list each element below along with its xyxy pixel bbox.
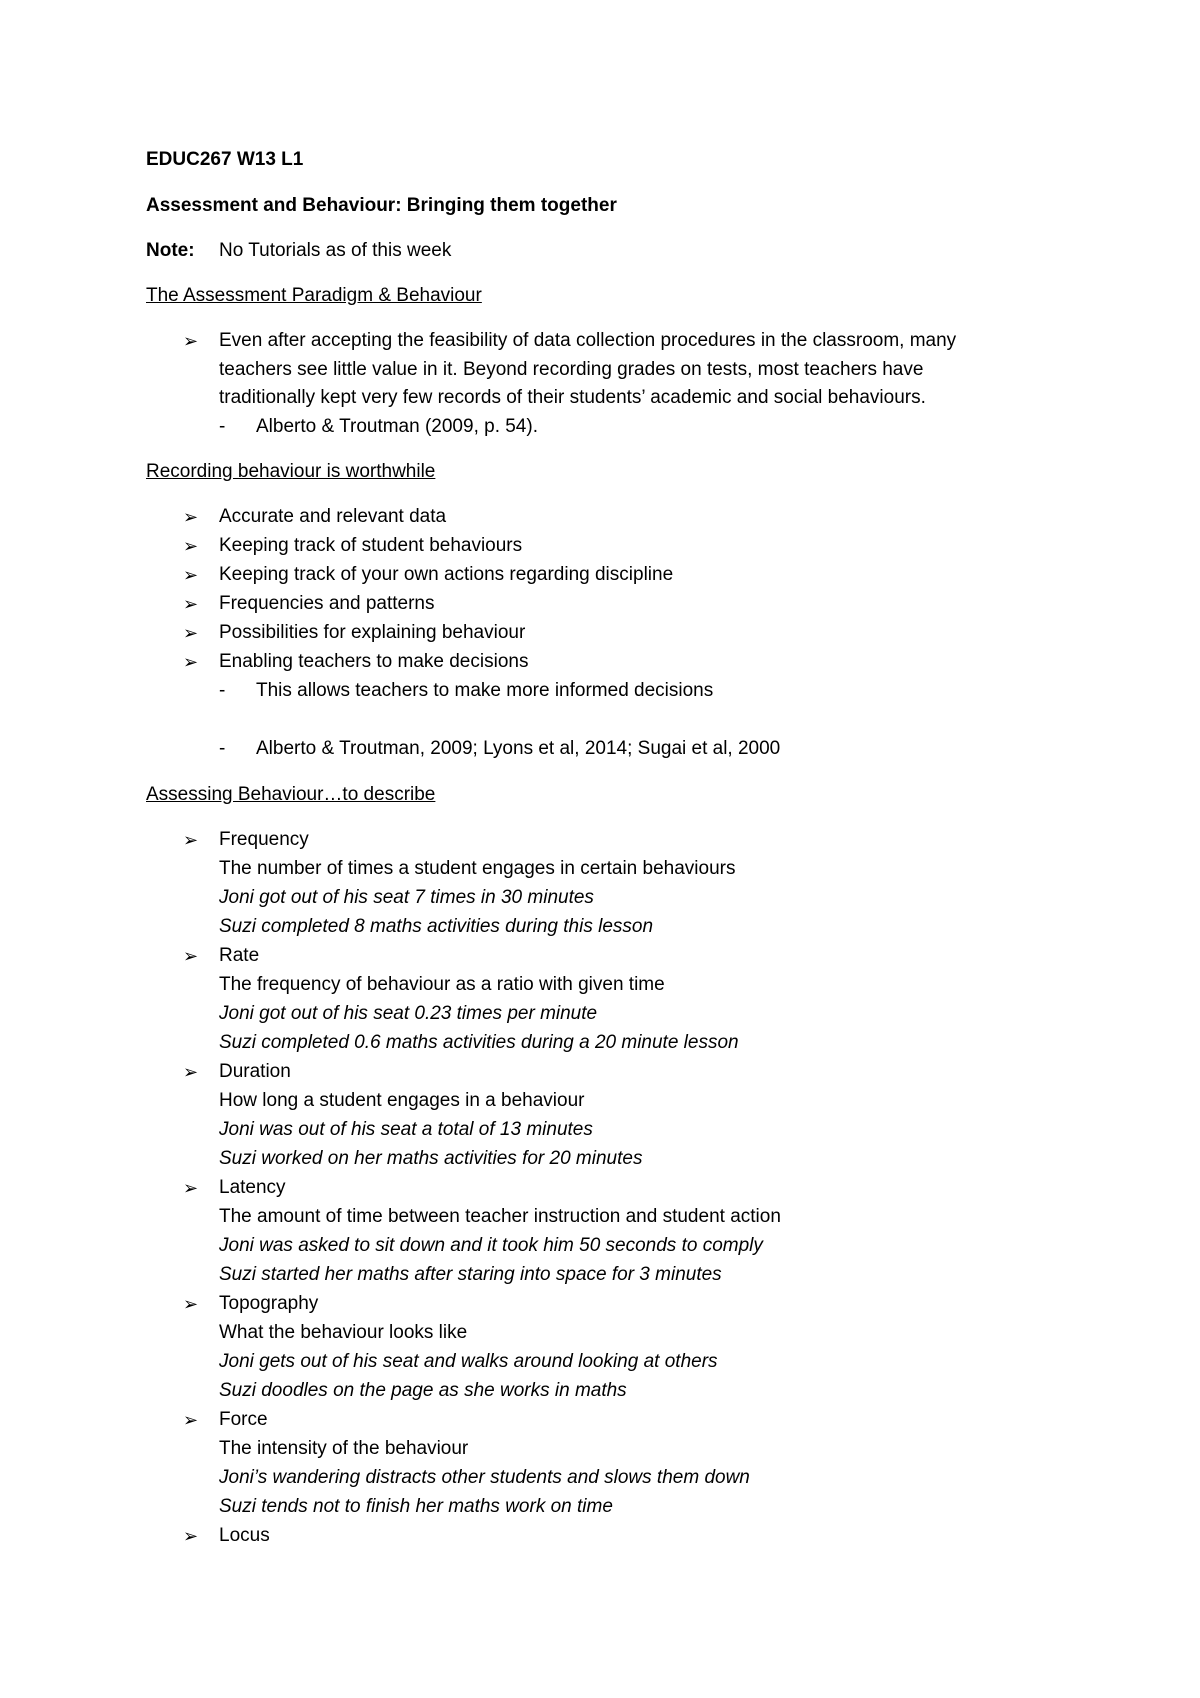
definition: The intensity of the behaviour <box>219 1438 469 1459</box>
arrow-bullet-icon: ➢ <box>183 1294 199 1314</box>
term-duration: Duration <box>219 1061 291 1082</box>
dash-bullet-icon: - <box>219 416 226 437</box>
sub-item: This allows teachers to make more informed decisions <box>256 680 714 701</box>
example: Joni was out of his seat a total of 13 minutes <box>219 1119 593 1140</box>
arrow-bullet-icon: ➢ <box>183 1062 199 1082</box>
arrow-bullet-icon: ➢ <box>183 536 199 556</box>
note-text: No Tutorials as of this week <box>219 240 452 261</box>
dash-bullet-icon: - <box>219 738 226 759</box>
quote-citation: Alberto & Troutman (2009, p. 54). <box>256 416 538 437</box>
example: Joni was asked to sit down and it took him 50 seconds to comply <box>219 1235 763 1256</box>
section-heading-assessing-behaviour: Assessing Behaviour…to describe <box>146 784 436 805</box>
example: Suzi completed 8 maths activities during this lesson <box>219 916 654 937</box>
list-item: Frequencies and patterns <box>219 593 435 614</box>
arrow-bullet-icon: ➢ <box>183 1178 199 1198</box>
list-item: Enabling teachers to make decisions <box>219 651 529 672</box>
list-item: Possibilities for explaining behaviour <box>219 622 526 643</box>
definition: The amount of time between teacher instruction and student action <box>219 1206 781 1227</box>
note-label: Note: <box>146 240 195 261</box>
term-frequency: Frequency <box>219 829 309 850</box>
arrow-bullet-icon: ➢ <box>183 1410 199 1430</box>
document-title: Assessment and Behaviour: Bringing them together <box>146 195 617 216</box>
quote-line-3: traditionally kept very few records of their students’ academic and social behaviours. <box>219 387 926 408</box>
arrow-bullet-icon: ➢ <box>183 565 199 585</box>
arrow-bullet-icon: ➢ <box>183 507 199 527</box>
definition: What the behaviour looks like <box>219 1322 468 1343</box>
references: Alberto & Troutman, 2009; Lyons et al, 2014; Sugai et al, 2000 <box>256 738 781 759</box>
term-topography: Topography <box>219 1293 319 1314</box>
term-rate: Rate <box>219 945 260 966</box>
arrow-bullet-icon: ➢ <box>183 594 199 614</box>
arrow-bullet-icon: ➢ <box>183 623 199 643</box>
section-heading-assessment-paradigm: The Assessment Paradigm & Behaviour <box>146 285 482 306</box>
definition: The number of times a student engages in certain behaviours <box>219 858 736 879</box>
definition: The frequency of behaviour as a ratio with given time <box>219 974 665 995</box>
arrow-bullet-icon: ➢ <box>183 1526 199 1546</box>
example: Joni gets out of his seat and walks around looking at others <box>219 1351 718 1372</box>
list-item: Keeping track of your own actions regarding discipline <box>219 564 674 585</box>
list-item: Accurate and relevant data <box>219 506 447 527</box>
arrow-bullet-icon: ➢ <box>183 652 199 672</box>
dash-bullet-icon: - <box>219 680 226 701</box>
quote-line-1: Even after accepting the feasibility of data collection procedures in the classroom, many <box>219 330 957 351</box>
course-code: EDUC267 W13 L1 <box>146 149 304 170</box>
quote-line-2: teachers see little value in it. Beyond recording grades on tests, most teachers have <box>219 359 924 380</box>
arrow-bullet-icon: ➢ <box>183 331 199 351</box>
example: Suzi worked on her maths activities for 20 minutes <box>219 1148 643 1169</box>
example: Suzi started her maths after staring into space for 3 minutes <box>219 1264 722 1285</box>
arrow-bullet-icon: ➢ <box>183 830 199 850</box>
example: Joni got out of his seat 7 times in 30 minutes <box>219 887 594 908</box>
example: Suzi completed 0.6 maths activities during a 20 minute lesson <box>219 1032 739 1053</box>
example: Joni’s wandering distracts other students and slows them down <box>219 1467 750 1488</box>
list-item: Keeping track of student behaviours <box>219 535 523 556</box>
arrow-bullet-icon: ➢ <box>183 946 199 966</box>
term-force: Force <box>219 1409 268 1430</box>
section-heading-recording-behaviour: Recording behaviour is worthwhile <box>146 461 436 482</box>
example: Joni got out of his seat 0.23 times per minute <box>219 1003 598 1024</box>
example: Suzi tends not to finish her maths work on time <box>219 1496 613 1517</box>
term-locus: Locus <box>219 1525 270 1546</box>
definition: How long a student engages in a behaviour <box>219 1090 585 1111</box>
example: Suzi doodles on the page as she works in maths <box>219 1380 627 1401</box>
term-latency: Latency <box>219 1177 286 1198</box>
